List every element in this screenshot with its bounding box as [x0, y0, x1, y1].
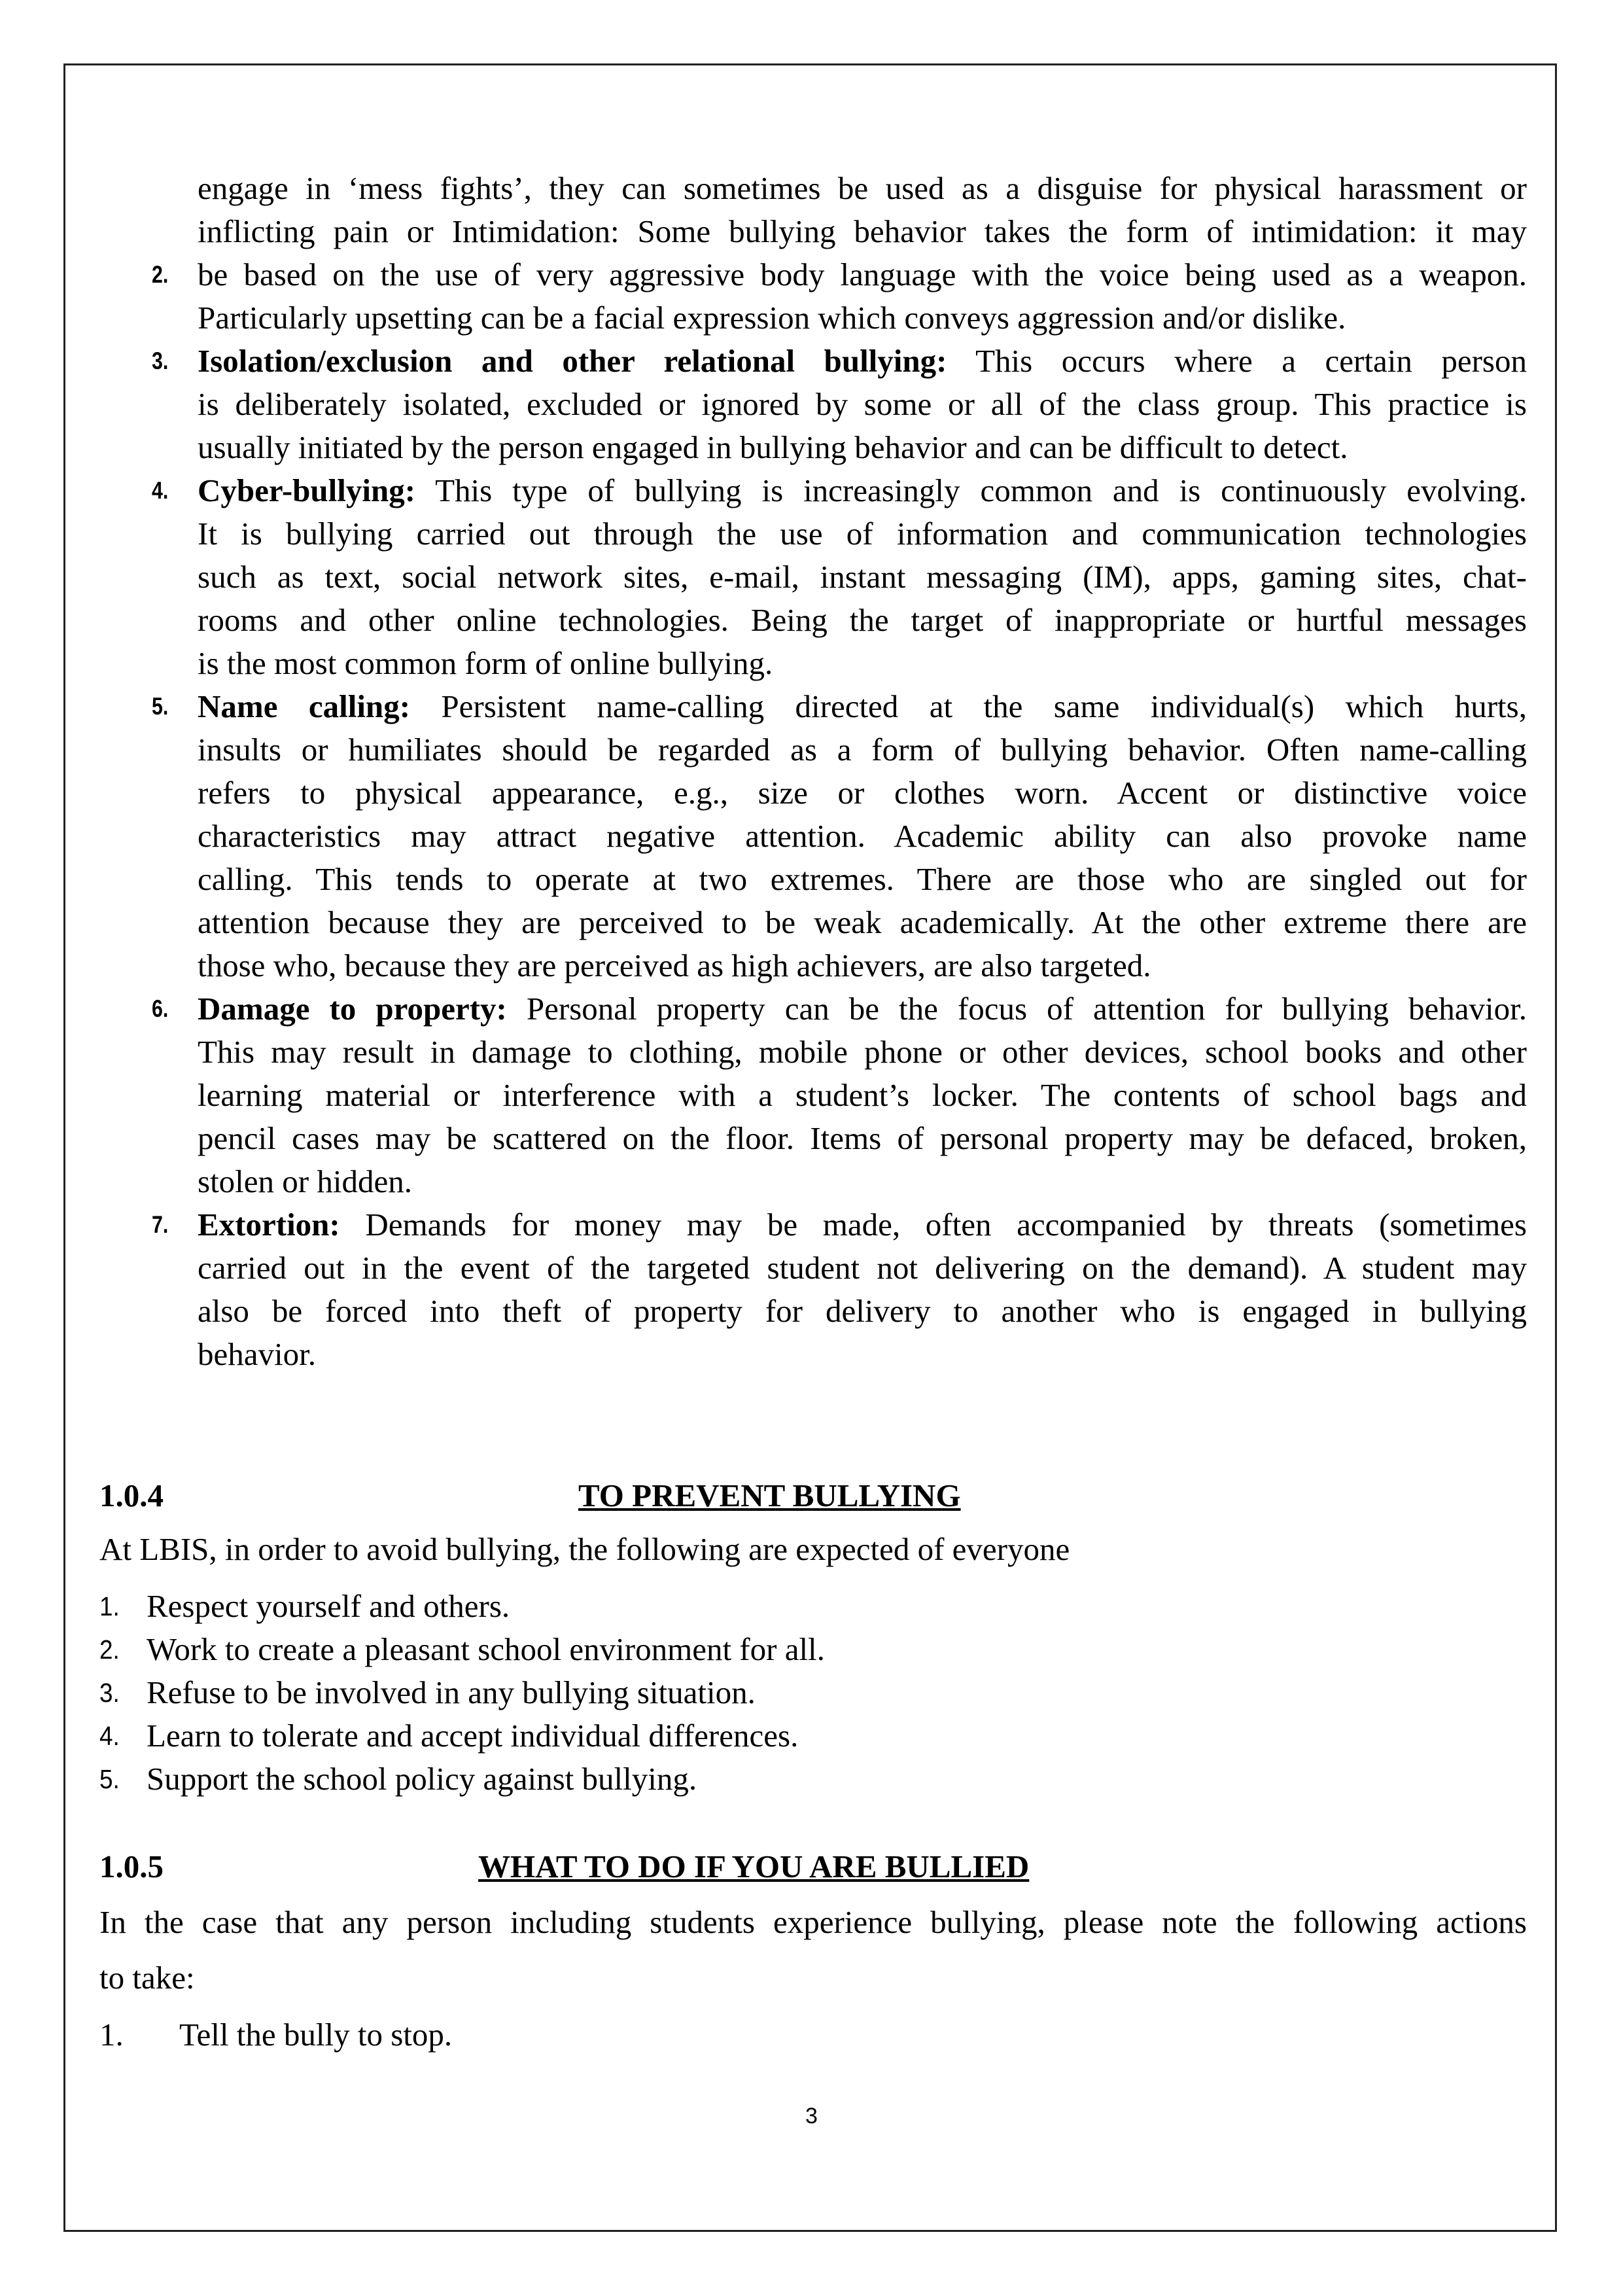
item-term: Isolation/exclusion and other relational bullying: [198, 343, 947, 379]
list-item: Tell the bully to stop. [179, 2017, 453, 2053]
item-number: 6. [152, 995, 169, 1022]
item-number: 2. [152, 261, 169, 288]
item-term: Damage to property: [198, 991, 507, 1027]
item-first-rest: Personal property can be the focus of attention for bullying behavior. [506, 991, 1527, 1027]
item-3-line: usually initiated by the person engaged in bullying behavior and can be difficult to detect. [198, 429, 1348, 465]
item-7-line: also be forced into theft of property for delivery to another who is engaged in bullying [198, 1293, 1527, 1329]
item-5-line: attention because they are perceived to be weak academically. At the other extreme there are [198, 904, 1527, 940]
section-intro: In the case that any person including students experience bullying, please note the following actions [99, 1904, 1527, 1940]
list-item: Support the school policy against bullying. [147, 1761, 697, 1797]
item-6-line: stolen or hidden. [198, 1163, 412, 1199]
item-5-line: those who, because they are perceived as high achievers, are also targeted. [198, 947, 1151, 983]
item-5-line: calling. This tends to operate at two extremes. There are those who are singled out for [198, 861, 1527, 897]
list-item: Refuse to be involved in any bullying situation. [147, 1674, 756, 1710]
item-2-line: Particularly upsetting can be a facial expression which conveys aggression and/or dislike. [198, 300, 1346, 336]
item-first-rest: This occurs where a certain person [947, 343, 1527, 379]
section-number: 1.0.4 [99, 1477, 164, 1513]
list-number: 2. [99, 1634, 120, 1665]
list-number: 1. [99, 1591, 120, 1621]
continuation-line-1: engage in ‘mess fights’, they can sometimes be used as a disguise for physical harassment or [198, 170, 1527, 206]
section-intro: At LBIS, in order to avoid bullying, the following are expected of everyone [99, 1531, 1070, 1567]
section-title: WHAT TO DO IF YOU ARE BULLIED [478, 1848, 1030, 1884]
item-6-line: learning material or interference with a student’s locker. The contents of school bags and [198, 1077, 1527, 1113]
list-item: Work to create a pleasant school environment for all. [147, 1631, 825, 1667]
item-2-line: be based on the use of very aggressive body language with the voice being used as a weapon. [198, 256, 1527, 292]
continuation-line-2: inflicting pain or Intimidation: Some bullying behavior takes the form of intimidation: it may [198, 213, 1527, 249]
item-5-line: insults or humiliates should be regarded as a form of bullying behavior. Often name-calling [198, 732, 1527, 768]
section-title: TO PREVENT BULLYING [578, 1477, 961, 1513]
list-number: 5. [99, 1764, 120, 1794]
list-item: Learn to tolerate and accept individual differences. [147, 1718, 799, 1754]
item-number: 7. [152, 1211, 169, 1238]
list-number: 3. [99, 1678, 120, 1708]
item-4-first-line [198, 469, 1527, 512]
item-4-line: such as text, social network sites, e-mail, instant messaging (IM), apps, gaming sites, chat- [198, 559, 1527, 595]
item-first-rest: Persistent name-calling directed at the same individual(s) which hurts, [410, 688, 1527, 724]
list-item: Respect yourself and others. [147, 1588, 510, 1624]
item-7-line: behavior. [198, 1336, 316, 1372]
item-7-line: carried out in the event of the targeted student not delivering on the demand). A student may [198, 1250, 1527, 1286]
item-term: Name calling: [198, 688, 411, 724]
list-number: 1. [99, 2017, 124, 2053]
item-term: Cyber-bullying: [198, 472, 416, 508]
item-term: Extortion: [198, 1207, 340, 1243]
item-5-line: refers to physical appearance, e.g., size or clothes worn. Accent or distinctive voice [198, 775, 1527, 811]
item-7-first-line [198, 1203, 1527, 1246]
item-4-line: is the most common form of online bullying. [198, 645, 773, 681]
section-number: 1.0.5 [99, 1848, 164, 1884]
page-number: 3 [805, 2104, 818, 2128]
item-first-rest: Demands for money may be made, often accompanied by threats (sometimes [340, 1207, 1527, 1243]
item-3-first-line [198, 340, 1527, 383]
item-first-rest: This type of bullying is increasingly common and is continuously evolving. [415, 472, 1527, 508]
item-6-first-line [198, 987, 1527, 1031]
item-4-line: It is bullying carried out through the use of information and communication technologies [198, 516, 1527, 552]
item-number: 4. [152, 477, 169, 504]
item-number: 3. [152, 347, 169, 374]
section-intro: to take: [99, 1960, 195, 1996]
item-6-line: This may result in damage to clothing, mobile phone or other devices, school books and other [198, 1034, 1527, 1070]
item-6-line: pencil cases may be scattered on the floor. Items of personal property may be defaced, broken, [198, 1120, 1527, 1156]
item-5-first-line [198, 685, 1527, 728]
item-number: 5. [152, 693, 169, 720]
list-number: 4. [99, 1721, 120, 1751]
item-5-line: characteristics may attract negative attention. Academic ability can also provoke name [198, 818, 1527, 854]
item-3-line: is deliberately isolated, excluded or ignored by some or all of the class group. This practice is [198, 386, 1527, 422]
item-4-line: rooms and other online technologies. Being the target of inappropriate or hurtful messages [198, 602, 1527, 638]
